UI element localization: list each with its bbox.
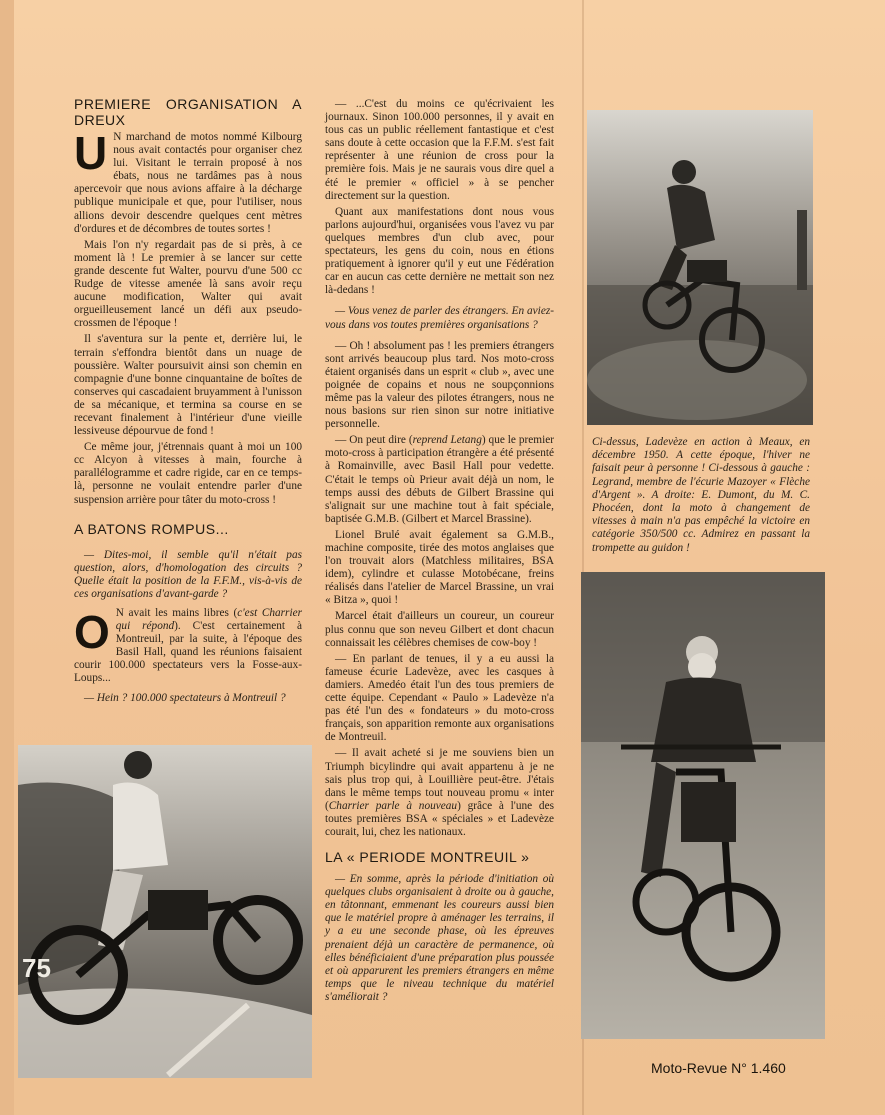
- paragraph: Lionel Brulé avait également sa G.M.B., machine composite, tirée des motos anglaises que l'on trouvait alors (Matchless militaires, BSA idem), cylindre et culasse Motobécane, freins réalisés dans l'atelier de Marcel Brassine, un vrai « Bitza », quoi !: [325, 528, 554, 607]
- paragraph: Marcel était d'ailleurs un coureur, un coureur plus connu que son neveu Gilbert et dont chacun connaissait les célèbres chemises de cow-boy !: [325, 610, 554, 649]
- text-column-left: [74, 96, 302, 708]
- paragraph: Il s'aventura sur la pente et, derrière lui, le terrain s'effondra bientôt dans un nuage de poussière. Walter poursuivit ainsi son chemin en compagnie d'une bonne cinquantaine de boîtes de conserves qui cascadaient bruyamment à l'unisson de sa mécanique, et termina sa course en se recevant finalement à l'intérieur d'une vieille lessiveuse dépourvue de fond !: [74, 333, 302, 438]
- paragraph: N marchand de motos nommé Kilbourg nous avait contactés pour organiser chez lui. Visitant le terrain proposé à nos ébats, nous ne tardâmes pas à nous apercevoir que nous avions affaire à la décharge publique municipale et que, pour l'utiliser, nous allions devoir descendre quelques cent mètres d'ordures et de décombres de toutes sortes !: [74, 131, 302, 235]
- paragraph: — Il avait acheté si je me souviens bien un Triumph bicylindre qui avait appartenu à je ne sais plus trop qui, à Louillière peut-être. J'étais dans le même temps tout nouveau promu « inter (Charrier parle à nouveau) grâce à l'une des toutes premières BSA « spéciales » et Ladevèze courait, lui, chez les nationaux.: [325, 747, 554, 838]
- paragraph: — ...C'est du moins ce qu'écrivaient les journaux. Sinon 100.000 personnes, il y avait en tous cas un public réellement fantastique et c'est sans doute à cette occasion que la F.F.M. s'est fait représenter à une réunion de cross pour la première fois. Mais je ne saurais vous dire quel a été le premier « officiel » à se pencher directement sur la question.: [325, 98, 554, 202]
- paragraph: Quant aux manifestations dont nous vous parlons aujourd'hui, organisées vous l'avez vu par quelques membres d'un club avec, pour spectateurs, les gens du coin, nous en étions pratiquement à ignorer qu'il y eut une Fédération car en aucun cas cette dernière ne mettait son nez là-dedans !: [325, 205, 554, 297]
- paragraph: — En parlant de tenues, il y a eu aussi la fameuse écurie Ladevèze, avec les casques à damiers. Amedéo était l'un des tous premiers de cette équipe. Cependant « Paulo » Ladevèze n'a pas été l'un des « fondateurs » du moto-cross français, son apparition remonte aux organisations de Montreuil.: [325, 652, 554, 744]
- photo-legrand: [18, 745, 312, 1078]
- section-heading-montreuil: LA « PERIODE MONTREUIL »: [325, 849, 530, 866]
- paragraph: — Oh ! absolument pas ! les premiers étrangers sont arrivés beaucoup plus tard. Nos moto-cross étaient organisés dans un esprit « club », avec une poignée de copains et nous ne soupçonnions même pas la valeur des pilotes étrangers, nous ne nous basions sur rien sinon sur notre initiative personnelle.: [325, 339, 554, 431]
- race-number: 75: [22, 953, 51, 983]
- page-footer: Moto-Revue N° 1.460: [651, 1060, 786, 1076]
- paragraph: Mais l'on n'y regardait pas de si près, à ce moment là ! Le premier à se lancer sur cette grande descente fut Walter, pourvu d'une 500 cc Rudge de vitesse amenée là sans avoir reçu aucune modification, Walter qui avait orgueilleusement lancé un défi aux pseudo-crossmen de l'époque !: [74, 238, 302, 330]
- interview-question: — Hein ? 100.000 spectateurs à Montreuil ?: [84, 691, 286, 704]
- photo-ladeveze-meaux: [587, 110, 813, 425]
- photo-caption: Ci-dessus, Ladevèze en action à Meaux, en décembre 1950. A cette époque, l'hiver ne faisait peur à personne ! Ci-dessous à gauche : Legrand, membre de l'écurie Mazoyer « Flèche d'Argent ». A droite: E. Dumont, du M. C. Phocéen, dont la moto à changement de vitesses à main n'a pas empêché la victoire en catégorie 350/500 cc. Admirez en passant la trompette au guidon !: [592, 436, 810, 554]
- interview-question: — Dites-moi, il semble qu'il n'était pas question, alors, d'homologation des circuits ? Quelle était la position de la F.F.M., vis-à-vis de ces organisations d'avant-garde ?: [74, 548, 302, 600]
- interview-question: — En somme, après la période d'initiation où quelques clubs organisaient à droite ou à gauche, en tâtonnant, emmenant les coureurs aussi bien que le matériel propre à aménager les terrains, il y a eu une seconde phase, où les épreuves prenaient déjà un caractère de permanence, où elles bénéficiaient d'une préparation plus poussée et où apparurent les premiers étrangers en même temps que le niveau technique du matériel s'améliorait ?: [325, 873, 554, 1003]
- paragraph: N avait les mains libres (c'est Charrier qui répond). C'est certainement à Montreuil, par la suite, à l'époque des Basil Hall, quand les réunions faisaient courir 100.000 spectateurs vers la Fosse-aux-Loups...: [74, 607, 302, 685]
- photo-dumont: [581, 572, 825, 1039]
- drop-cap: O: [74, 606, 110, 658]
- page-edge: [0, 0, 14, 1115]
- drop-cap: U: [74, 127, 108, 179]
- text-column-middle: [325, 98, 554, 1007]
- interview-question: — Vous venez de parler des étrangers. En aviez-vous dans vos toutes premières organisations ?: [325, 305, 554, 331]
- section-heading-batons: A BATONS ROMPUS...: [74, 520, 229, 537]
- section-heading-dreux: PREMIERE ORGANISATION A DREUX: [74, 96, 302, 128]
- paragraph: — On peut dire (reprend Letang) que le premier moto-cross à participation étrangère a été présenté à Romainville, avec Basil Hall pour vedette. C'était le temps où Prieur avait déjà un nom, le temps aussi des débuts de Gilbert Brassine qui s'alignait sur une machine tout à fait spéciale, baptisée G.M.B. (Gilbert et Marcel Brassine).: [325, 434, 555, 525]
- paragraph: Ce même jour, j'étrennais quant à moi un 100 cc Alcyon à vitesses à main, fourche à parallélogramme et cadre rigide, car en ce temps-là, personne ne voulait entendre parler d'une suspension arrière pour tâter du moto-cross !: [74, 441, 302, 506]
